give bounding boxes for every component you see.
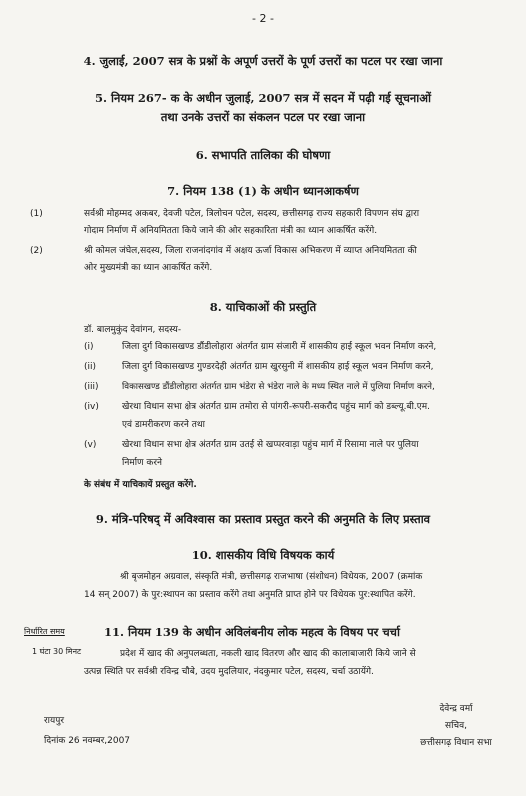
page-number: - 2 -	[252, 12, 274, 25]
item-11-line2: उत्पन्न स्थिति पर सर्वश्री रविन्द्र चौबे, उदय मुदलियार, नंदकुमार पटेल, सदस्य, चर्चा उठायेंगे.	[84, 667, 374, 677]
heading-5-line1: 5. नियम 267- क के अधीन जुलाई, 2007 सत्र में सदन में पढ़ी गई सूचनाओं	[94, 91, 432, 105]
item-7-1-line2: गोदाम निर्माण में अनियमितता किये जाने की ओर सहकारिता मंत्री का ध्यान आकर्षित करेंगे.	[84, 226, 378, 236]
item-7-2-line1: श्री कोमल जंघेल,सदस्य, जिला राजनांदगांव में अक्षय ऊर्जा विकास अभिकरण में व्याप्त अनियमितता की	[84, 246, 417, 256]
petition-i-text: जिला दुर्ग विकासखण्ड डौंडीलोहारा अंतर्गत ग्राम संजारी में शासकीय हाई स्कूल भवन निर्माण करने,	[122, 342, 437, 352]
heading-6: 6. सभापति तालिका की घोषणा	[195, 148, 331, 162]
item-7-2-line2: ओर मुख्यमंत्री का ध्यान आकर्षित करेंगे.	[84, 263, 213, 273]
petition-iv-line1: खेरथा विधान सभा क्षेत्र अंतर्गत ग्राम तमोरा से पांगरी-रूपरी-सकरौद पहुंच मार्ग को डब्ल्यू.बी.एम.	[122, 402, 430, 412]
item-7-1-line1: सर्वश्री मोहम्मद अकबर, देवजी पटेल, त्रिलोचन पटेल, सदस्य, छत्तीसगढ़ राज्य सहकारी विपणन संघ द्वारा	[84, 209, 420, 219]
signatory-org: छत्तीसगढ़ विधान सभा	[420, 738, 492, 748]
petition-iv-number: (iv)	[84, 402, 99, 412]
footer-date: दिनांक 26 नवम्बर,2007	[44, 736, 131, 746]
petition-v-line1: खेरथा विधान सभा क्षेत्र अंतर्गत ग्राम उतई से खप्परवाड़ा पहुंच मार्ग में रिसामा नाले पर पुलिया	[122, 440, 419, 450]
petition-intro: डॉ. बालमुकुंद देवांगन, सदस्य-	[84, 325, 182, 335]
petition-ii-text: जिला दुर्ग विकासखण्ड गुण्डरदेही अंतर्गत ग्राम खुरसुनी में शासकीय हाई स्कूल भवन निर्माण करने,	[122, 362, 434, 372]
petition-iii-text: विकासखण्ड डौंडीलोहारा अंतर्गत ग्राम भंडेरा से भंडेरा नाले के मध्य स्थित नाले में पुलिया निर्माण करने,	[122, 382, 435, 392]
heading-10: 10. शासकीय विधि विषयक कार्य	[191, 548, 335, 562]
item-10-line1: श्री बृजमोहन अग्रवाल, संस्कृति मंत्री, छत्तीसगढ़ राजभाषा (संशोधन) विधेयक, 2007 (क्रमांक	[120, 572, 423, 582]
petition-ii-number: (ii)	[84, 362, 97, 372]
item-10-line2: 14 सन् 2007) के पुर:स्थापन का प्रस्ताव करेंगे तथा अनुमति प्राप्त होने पर विधेयक पुर:स्थापित करेंगे.	[84, 590, 416, 600]
petition-iii-number: (iii)	[84, 382, 99, 392]
heading-5-line2: तथा उनके उत्तरों का संकलन पटल पर रखा जाना	[160, 110, 366, 124]
signatory-name: देवेन्द्र वर्मा	[439, 704, 473, 714]
scheduled-time-value: 1 घंटा 30 मिनट	[32, 647, 82, 656]
petition-i-number: (i)	[84, 342, 94, 352]
item-11-line1: प्रदेश में खाद की अनुपलब्धता, नकली खाद वितरण और खाद की कालाबाजारी किये जाने से	[120, 649, 416, 659]
petition-closing: के संबंध में याचिकायें प्रस्तुत करेंगे.	[84, 480, 197, 490]
petition-iv-line2: एवं डामरीकरण करने तथा	[122, 420, 206, 430]
item-7-2-number: (2)	[30, 246, 43, 256]
heading-7: 7. नियम 138 (1) के अधीन ध्यानआकर्षण	[167, 184, 359, 198]
item-7-1-number: (1)	[30, 209, 43, 219]
scheduled-time-label: निर्धारित समय	[24, 627, 65, 636]
heading-4: 4. जुलाई, 2007 सत्र के प्रश्नों के अपूर्ण उत्तरों के पूर्ण उत्तरों का पटल पर रखा जाना	[83, 54, 443, 68]
signatory-title: सचिव,	[445, 721, 467, 731]
heading-9: 9. मंत्रि-परिषद् में अविश्वास का प्रस्ताव प्रस्तुत करने की अनुमति के लिए प्रस्ताव	[95, 512, 431, 526]
footer-place: रायपुर	[44, 716, 65, 726]
heading-8: 8. याचिकाओं की प्रस्तुति	[209, 300, 317, 314]
petition-v-line2: निर्माण करने	[122, 458, 162, 468]
petition-v-number: (v)	[84, 440, 97, 450]
heading-11: 11. नियम 139 के अधीन अविलंबनीय लोक महत्व के विषय पर चर्चा	[104, 625, 400, 639]
